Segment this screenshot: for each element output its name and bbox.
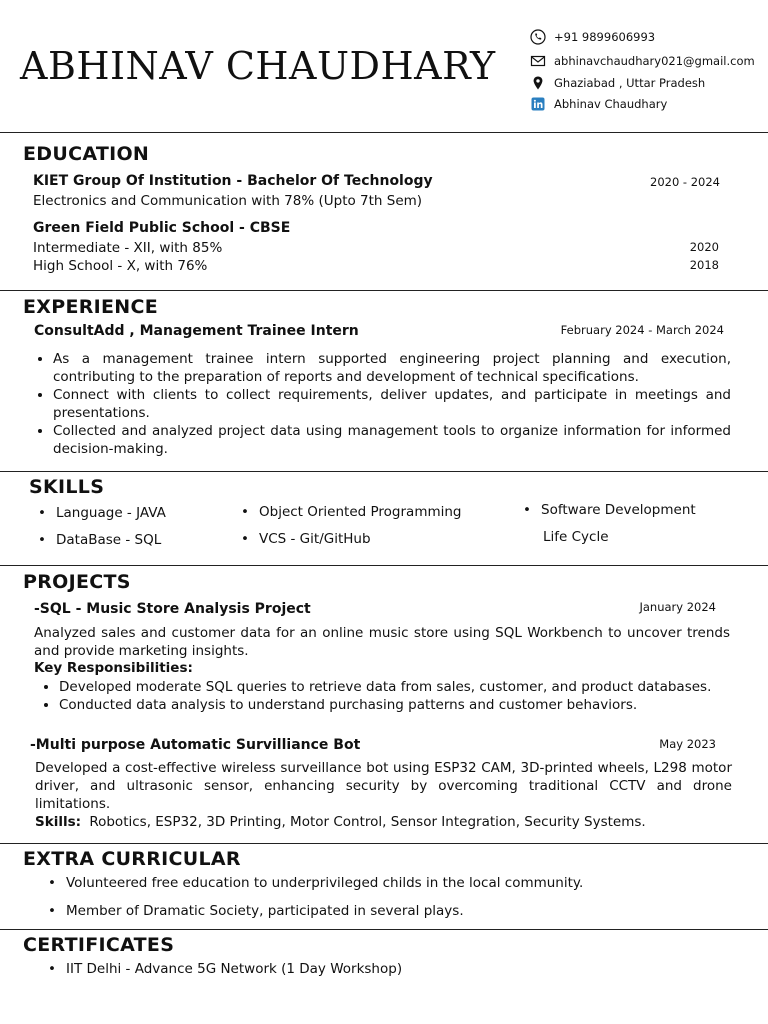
contact-location (530, 75, 705, 91)
education-title: Green Field Public School - CBSE (33, 220, 291, 236)
mail-icon (530, 53, 546, 69)
skill-item: • Language - JAVA (38, 505, 166, 521)
divider (0, 290, 768, 291)
list-item: • Developed moderate SQL queries to retrieve data from sales, customer, and product databases. (59, 678, 729, 696)
education-date: 2020 (689, 240, 719, 254)
education-date: 2018 (689, 258, 719, 272)
divider (0, 843, 768, 844)
phone-icon (530, 29, 546, 45)
skill-item: • Software Development (523, 502, 696, 518)
project-description: Analyzed sales and customer data for an online music store using SQL Workbench to uncover trends and provide marketing insights. (34, 625, 730, 659)
skill-item-continuation: Life Cycle (543, 529, 609, 545)
divider (0, 132, 768, 133)
candidate-name: ABHINAV CHAUDHARY (20, 44, 496, 88)
extra-curricular-heading: EXTRA CURRICULAR (23, 848, 241, 870)
list-item: • Member of Dramatic Society, participated in several plays. (48, 903, 464, 919)
contact-phone (530, 29, 655, 45)
skill-item: • DataBase - SQL (38, 532, 161, 548)
linkedin-link[interactable]: Abhinav Chaudhary (554, 97, 668, 111)
education-title: KIET Group Of Institution - Bachelor Of Technology (33, 173, 433, 189)
projects-heading: PROJECTS (23, 571, 131, 593)
experience-heading: EXPERIENCE (23, 296, 159, 318)
education-heading: EDUCATION (23, 143, 150, 165)
list-item: • IIT Delhi - Advance 5G Network (1 Day Workshop) (48, 961, 402, 977)
education-date: 2020 - 2024 (650, 175, 720, 189)
project-skills (35, 814, 646, 830)
project-date: May 2023 (659, 737, 716, 751)
list-item: • Conducted data analysis to understand purchasing patterns and customer behaviors. (59, 696, 729, 714)
experience-date: February 2024 - March 2024 (560, 323, 724, 337)
certificates-heading: CERTIFICATES (23, 934, 175, 956)
project-title: -SQL - Music Store Analysis Project (34, 601, 311, 617)
skill-item: • VCS - Git/GitHub (241, 531, 371, 547)
divider (0, 565, 768, 566)
education-detail: High School - X, with 76% (33, 258, 208, 274)
project-date: January 2024 (639, 600, 716, 614)
list-item: • Connect with clients to collect requirements, deliver updates, and participate in meetings and presentations. (53, 386, 731, 422)
skill-item: • Object Oriented Programming (241, 504, 462, 520)
key-responsibilities-label: Key Responsibilities: (34, 660, 193, 676)
project-skills-label: Skills: (35, 814, 82, 830)
education-detail: Intermediate - XII, with 85% (33, 240, 223, 256)
email-link[interactable]: abhinavchaudhary021@gmail.com (554, 54, 755, 68)
project-title: -Multi purpose Automatic Survilliance Bot (30, 737, 361, 753)
location-text: Ghaziabad , Uttar Pradesh (554, 76, 706, 90)
location-pin-icon (530, 75, 546, 91)
education-detail: Electronics and Communication with 78% (Upto 7th Sem) (33, 193, 423, 209)
project-bullets (39, 678, 729, 714)
divider (0, 471, 768, 472)
list-item: • Volunteered free education to underprivileged childs in the local community. (48, 875, 583, 891)
project-skills-text: Robotics, ESP32, 3D Printing, Motor Control, Sensor Integration, Security Systems. (89, 814, 646, 830)
list-item: • Collected and analyzed project data using management tools to organize information for informed decision-making. (53, 422, 731, 458)
list-item: • As a management trainee intern supported engineering project planning and execution, contributing to the preparation of reports and development of technical specifications. (53, 350, 731, 386)
divider (0, 929, 768, 930)
contact-linkedin[interactable] (530, 96, 667, 112)
linkedin-icon (530, 96, 546, 112)
skills-heading: SKILLS (29, 476, 105, 498)
phone-text: +91 9899606993 (554, 30, 656, 44)
experience-bullets (33, 350, 731, 458)
contact-email[interactable] (530, 53, 755, 69)
experience-role: ConsultAdd , Management Trainee Intern (34, 323, 359, 339)
project-description: Developed a cost-effective wireless surveillance bot using ESP32 CAM, 3D-printed wheels, L298 motor driver, and ultrasonic sensor, enhancing security by overcoming traditional CCTV and drone limitations. (35, 760, 732, 812)
